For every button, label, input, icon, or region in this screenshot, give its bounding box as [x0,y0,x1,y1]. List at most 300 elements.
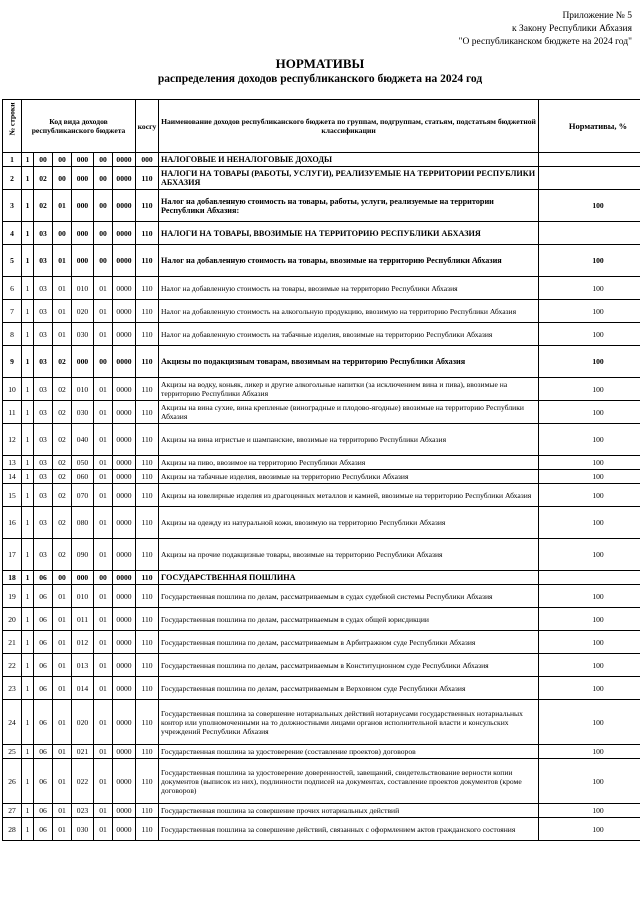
code-cell: 0000 [113,571,136,585]
code-cell: 02 [53,484,72,507]
code-cell: 06 [34,654,53,677]
code-cell: 0000 [113,507,136,539]
header-code: Код вида доходов республиканского бюджета [22,100,136,153]
code-cell: 0000 [113,222,136,245]
norm-cell: 100 [539,677,640,700]
code-cell: 01 [94,323,113,346]
income-name-cell: Налог на добавленную стоимость на товары, ввозимые на территорию Республики Абхазия [159,277,539,300]
code-cell: 000 [72,167,94,190]
code-cell: 06 [34,571,53,585]
row-number-cell: 11 [3,401,22,424]
norm-cell: 100 [539,700,640,745]
code-cell: 0000 [113,153,136,167]
code-cell: 06 [34,677,53,700]
code-cell: 06 [34,818,53,841]
code-cell: 03 [34,507,53,539]
income-name-cell: Акцизы на вина сухие, вина крепленые (виноградные и плодово-ягодные) ввозимые на территорию Республики Абхазия [159,401,539,424]
code-cell: 00 [94,571,113,585]
code-cell: 0000 [113,323,136,346]
table-row [3,585,640,608]
appendix-line-3: "О республиканском бюджете на 2024 год" [458,37,632,47]
row-number-cell: 14 [3,470,22,484]
kosgu-cell: 110 [136,585,159,608]
income-name-cell: Государственная пошлина за совершение действий, связанных с оформлением актов гражданского состояния [159,818,539,841]
code-cell: 1 [22,222,34,245]
norm-cell [539,571,640,585]
code-cell: 01 [53,759,72,804]
norm-cell [539,167,640,190]
code-cell: 01 [53,700,72,745]
code-cell: 1 [22,745,34,759]
code-cell: 1 [22,378,34,401]
code-cell: 00 [94,245,113,277]
code-cell: 010 [72,378,94,401]
code-cell: 000 [72,153,94,167]
code-cell: 03 [34,277,53,300]
code-cell: 01 [53,245,72,277]
income-name-cell: ГОСУДАРСТВЕННАЯ ПОШЛИНА [159,571,539,585]
table-row [3,153,640,167]
income-name-cell: НАЛОГИ НА ТОВАРЫ, ВВОЗИМЫЕ НА ТЕРРИТОРИЮ РЕСПУБЛИКИ АБХАЗИЯ [159,222,539,245]
kosgu-cell: 110 [136,484,159,507]
row-number-cell: 21 [3,631,22,654]
code-cell: 1 [22,300,34,323]
norm-cell: 100 [539,539,640,571]
norm-cell: 100 [539,608,640,631]
document-subtitle: распределения доходов республиканского бюджета на 2024 год [157,73,483,85]
norm-cell: 100 [539,507,640,539]
row-number-cell: 27 [3,804,22,818]
code-cell: 0000 [113,245,136,277]
code-cell: 1 [22,346,34,378]
row-number-cell: 7 [3,300,22,323]
code-cell: 011 [72,608,94,631]
row-number-cell: 6 [3,277,22,300]
code-cell: 03 [34,346,53,378]
row-number-cell: 10 [3,378,22,401]
income-name-cell: Акцизы на водку, коньяк, ликер и другие алкогольные напитки (за исключением вина и пива), ввозимые на территорию Республики Абхазия [159,378,539,401]
code-cell: 00 [53,153,72,167]
code-cell: 01 [94,484,113,507]
code-cell: 01 [53,300,72,323]
code-cell: 1 [22,153,34,167]
table-row [3,745,640,759]
kosgu-cell: 110 [136,507,159,539]
table-row [3,190,640,222]
kosgu-cell: 110 [136,323,159,346]
code-cell: 030 [72,323,94,346]
table-row [3,818,640,841]
income-name-cell: НАЛОГИ НА ТОВАРЫ (РАБОТЫ, УСЛУГИ), РЕАЛИЗУЕМЫЕ НА ТЕРРИТОРИИ РЕСПУБЛИКИ АБХАЗИЯ [159,167,539,190]
income-name-cell: Акцизы на ювелирные изделия из драгоценных металлов и камней, ввозимые на территорию Республики Абхазия [159,484,539,507]
norms-table [2,99,640,841]
table-row [3,300,640,323]
income-name-cell: Государственная пошлина за совершение прочих нотариальных действий [159,804,539,818]
code-cell: 0000 [113,190,136,222]
code-cell: 02 [34,190,53,222]
code-cell: 03 [34,539,53,571]
code-cell: 03 [34,424,53,456]
row-number-cell: 5 [3,245,22,277]
code-cell: 01 [53,818,72,841]
code-cell: 1 [22,424,34,456]
code-cell: 020 [72,700,94,745]
code-cell: 1 [22,470,34,484]
row-number-cell: 23 [3,677,22,700]
table-row [3,245,640,277]
code-cell: 00 [53,167,72,190]
code-cell: 02 [53,378,72,401]
norm-cell: 100 [539,759,640,804]
code-cell: 01 [53,804,72,818]
norm-cell: 100 [539,818,640,841]
code-cell: 1 [22,245,34,277]
norm-cell: 100 [539,401,640,424]
code-cell: 030 [72,818,94,841]
code-cell: 00 [94,190,113,222]
income-name-cell: Налог на добавленную стоимость на табачные изделия, ввозимые на территорию Республики Абхазия [159,323,539,346]
row-number-cell: 8 [3,323,22,346]
code-cell: 0000 [113,700,136,745]
code-cell: 01 [94,759,113,804]
code-cell: 0000 [113,401,136,424]
code-cell: 00 [94,167,113,190]
row-number-cell: 12 [3,424,22,456]
code-cell: 000 [72,245,94,277]
kosgu-cell: 110 [136,470,159,484]
table-row [3,539,640,571]
table-row [3,608,640,631]
row-number-cell: 15 [3,484,22,507]
code-cell: 010 [72,277,94,300]
kosgu-cell: 110 [136,818,159,841]
table-row [3,631,640,654]
code-cell: 000 [72,222,94,245]
code-cell: 01 [53,745,72,759]
code-cell: 00 [94,222,113,245]
table-row [3,222,640,245]
code-cell: 0000 [113,378,136,401]
code-cell: 0000 [113,631,136,654]
code-cell: 0000 [113,277,136,300]
kosgu-cell: 000 [136,153,159,167]
code-cell: 1 [22,539,34,571]
code-cell: 1 [22,323,34,346]
income-name-cell: Акцизы на табачные изделия, ввозимые на территорию Республики Абхазия [159,470,539,484]
code-cell: 1 [22,608,34,631]
code-cell: 0000 [113,484,136,507]
norm-cell: 100 [539,190,640,222]
code-cell: 0000 [113,167,136,190]
norm-cell: 100 [539,424,640,456]
norm-cell: 100 [539,745,640,759]
income-name-cell: Государственная пошлина по делам, рассматриваемым в судах общей юрисдикции [159,608,539,631]
table-body [3,153,640,841]
kosgu-cell: 110 [136,424,159,456]
code-cell: 0000 [113,745,136,759]
code-cell: 1 [22,167,34,190]
code-cell: 0000 [113,346,136,378]
table-row [3,759,640,804]
row-number-cell: 25 [3,745,22,759]
code-cell: 013 [72,654,94,677]
code-cell: 1 [22,401,34,424]
code-cell: 040 [72,424,94,456]
kosgu-cell: 110 [136,346,159,378]
code-cell: 012 [72,631,94,654]
income-name-cell: НАЛОГОВЫЕ И НЕНАЛОГОВЫЕ ДОХОДЫ [159,153,539,167]
code-cell: 03 [34,484,53,507]
code-cell: 1 [22,277,34,300]
code-cell: 01 [94,539,113,571]
code-cell: 1 [22,456,34,470]
kosgu-cell: 110 [136,571,159,585]
code-cell: 0000 [113,804,136,818]
norm-cell: 100 [539,631,640,654]
code-cell: 06 [34,700,53,745]
code-cell: 00 [53,222,72,245]
norm-cell: 100 [539,804,640,818]
code-cell: 1 [22,585,34,608]
row-number-cell: 18 [3,571,22,585]
code-cell: 1 [22,804,34,818]
code-cell: 0000 [113,470,136,484]
code-cell: 02 [53,456,72,470]
header-name: Наименование доходов республиканского бюджета по группам, подгруппам, статьям, подстатьям бюджетной классификации [159,100,539,153]
income-name-cell: Налог на добавленную стоимость на товары, ввозимые на территорию Республики Абхазия [159,245,539,277]
code-cell: 06 [34,759,53,804]
norm-cell: 100 [539,456,640,470]
code-cell: 01 [53,585,72,608]
income-name-cell: Государственная пошлина за совершение нотариальных действий нотариусами государственных нотариальных контор или уполномоченными на то должностными лицами органов исполнительной власти и консульских учреждений Республики Абхазия [159,700,539,745]
code-cell: 02 [53,424,72,456]
code-cell: 1 [22,700,34,745]
table-row [3,323,640,346]
code-cell: 00 [53,571,72,585]
norm-cell: 100 [539,346,640,378]
kosgu-cell: 110 [136,608,159,631]
code-cell: 030 [72,401,94,424]
code-cell: 023 [72,804,94,818]
code-cell: 03 [34,245,53,277]
code-cell: 06 [34,631,53,654]
code-cell: 050 [72,456,94,470]
income-name-cell: Государственная пошлина по делам, рассматриваемым в судах судебной системы Республики Абхазия [159,585,539,608]
code-cell: 02 [53,346,72,378]
row-number-cell: 22 [3,654,22,677]
table-row [3,484,640,507]
table-row [3,804,640,818]
code-cell: 1 [22,654,34,677]
table-row [3,507,640,539]
kosgu-cell: 110 [136,456,159,470]
code-cell: 00 [34,153,53,167]
code-cell: 0000 [113,585,136,608]
income-name-cell: Акцизы на вина игристые и шампанские, ввозимые на территорию Республики Абхазия [159,424,539,456]
code-cell: 022 [72,759,94,804]
kosgu-cell: 110 [136,277,159,300]
code-cell: 01 [94,745,113,759]
code-cell: 01 [94,456,113,470]
table-row [3,700,640,745]
code-cell: 1 [22,507,34,539]
norm-cell: 100 [539,300,640,323]
norm-cell: 100 [539,378,640,401]
code-cell: 03 [34,222,53,245]
code-cell: 1 [22,631,34,654]
code-cell: 1 [22,190,34,222]
code-cell: 01 [53,190,72,222]
kosgu-cell: 110 [136,167,159,190]
norm-cell: 100 [539,277,640,300]
code-cell: 0000 [113,608,136,631]
code-cell: 1 [22,759,34,804]
code-cell: 01 [94,677,113,700]
code-cell: 03 [34,401,53,424]
table-row [3,277,640,300]
norm-cell: 100 [539,245,640,277]
appendix-note [372,10,632,49]
income-name-cell: Государственная пошлина по делам, рассматриваемым в Арбитражном суде Республики Абхазия [159,631,539,654]
appendix-line-2: к Закону Республики Абхазия [512,24,632,34]
row-number-cell: 9 [3,346,22,378]
income-name-cell: Государственная пошлина за удостоверение доверенностей, завещаний, свидетельствование верности копии документов (выписок из них), подлинности подписей на документах, составление проектов документов (кроме договоров) [159,759,539,804]
table-row [3,571,640,585]
row-number-cell: 28 [3,818,22,841]
kosgu-cell: 110 [136,745,159,759]
code-cell: 021 [72,745,94,759]
code-cell: 01 [53,323,72,346]
table-header-row [3,100,640,153]
row-number-cell: 19 [3,585,22,608]
kosgu-cell: 110 [136,378,159,401]
kosgu-cell: 110 [136,700,159,745]
income-name-cell: Налог на добавленную стоимость на алкогольную продукцию, ввозимую на территорию Республики Абхазия [159,300,539,323]
code-cell: 0000 [113,654,136,677]
code-cell: 01 [53,654,72,677]
table-row [3,378,640,401]
income-name-cell: Акцизы на одежду из натуральной кожи, ввозимую на территорию Республики Абхазия [159,507,539,539]
kosgu-cell: 110 [136,300,159,323]
income-name-cell: Государственная пошлина по делам, рассматриваемым в Верховном суде Республики Абхазия [159,677,539,700]
code-cell: 1 [22,484,34,507]
code-cell: 01 [94,700,113,745]
code-cell: 00 [94,153,113,167]
kosgu-cell: 110 [136,190,159,222]
norm-cell: 100 [539,654,640,677]
kosgu-cell: 110 [136,539,159,571]
kosgu-cell: 110 [136,677,159,700]
code-cell: 0000 [113,539,136,571]
code-cell: 01 [53,277,72,300]
code-cell: 01 [94,401,113,424]
kosgu-cell: 110 [136,631,159,654]
income-name-cell: Государственная пошлина по делам, рассматриваемым в Конституционном суде Республики Абхазия [159,654,539,677]
table-row [3,654,640,677]
norm-cell: 100 [539,484,640,507]
table-row [3,677,640,700]
code-cell: 1 [22,818,34,841]
table-row [3,470,640,484]
code-cell: 01 [94,424,113,456]
code-cell: 03 [34,300,53,323]
code-cell: 080 [72,507,94,539]
row-number-cell: 16 [3,507,22,539]
code-cell: 000 [72,571,94,585]
table-row [3,167,640,190]
code-cell: 06 [34,585,53,608]
code-cell: 0000 [113,424,136,456]
code-cell: 01 [94,804,113,818]
code-cell: 01 [53,631,72,654]
row-number-cell: 1 [3,153,22,167]
code-cell: 00 [94,346,113,378]
row-number-cell: 4 [3,222,22,245]
code-cell: 000 [72,346,94,378]
code-cell: 0000 [113,759,136,804]
code-cell: 0000 [113,677,136,700]
code-cell: 06 [34,608,53,631]
norm-cell: 100 [539,323,640,346]
code-cell: 020 [72,300,94,323]
document-title: НОРМАТИВЫ [275,56,365,71]
income-name-cell: Государственная пошлина за удостоверение (составление проектов) договоров [159,745,539,759]
code-cell: 1 [22,677,34,700]
row-number-cell: 20 [3,608,22,631]
row-number-cell: 3 [3,190,22,222]
code-cell: 070 [72,484,94,507]
code-cell: 03 [34,470,53,484]
code-cell: 0000 [113,456,136,470]
table-row [3,346,640,378]
code-cell: 010 [72,585,94,608]
code-cell: 01 [53,608,72,631]
row-number-cell: 17 [3,539,22,571]
code-cell: 02 [53,507,72,539]
code-cell: 01 [94,631,113,654]
header-norm: Нормативы, % [539,100,640,153]
kosgu-cell: 110 [136,804,159,818]
code-cell: 02 [53,401,72,424]
code-cell: 01 [94,378,113,401]
code-cell: 0000 [113,818,136,841]
table-row [3,401,640,424]
kosgu-cell: 110 [136,759,159,804]
code-cell: 01 [94,507,113,539]
income-name-cell: Акцизы на пиво, ввозимое на территорию Республики Абхазия [159,456,539,470]
code-cell: 02 [34,167,53,190]
income-name-cell: Акцизы на прочие подакцизные товары, ввозимые на территорию Республики Абхазия [159,539,539,571]
code-cell: 1 [22,571,34,585]
header-row-number: № строки [3,100,22,153]
code-cell: 014 [72,677,94,700]
code-cell: 01 [94,277,113,300]
income-name-cell: Акцизы по подакцизным товарам, ввозимым на территорию Республики Абхазия [159,346,539,378]
row-number-cell: 26 [3,759,22,804]
kosgu-cell: 110 [136,222,159,245]
code-cell: 03 [34,378,53,401]
code-cell: 02 [53,539,72,571]
code-cell: 03 [34,456,53,470]
code-cell: 000 [72,190,94,222]
row-number-cell: 2 [3,167,22,190]
table-row [3,456,640,470]
code-cell: 060 [72,470,94,484]
kosgu-cell: 110 [136,245,159,277]
code-cell: 01 [94,470,113,484]
code-cell: 01 [94,300,113,323]
code-cell: 01 [94,654,113,677]
